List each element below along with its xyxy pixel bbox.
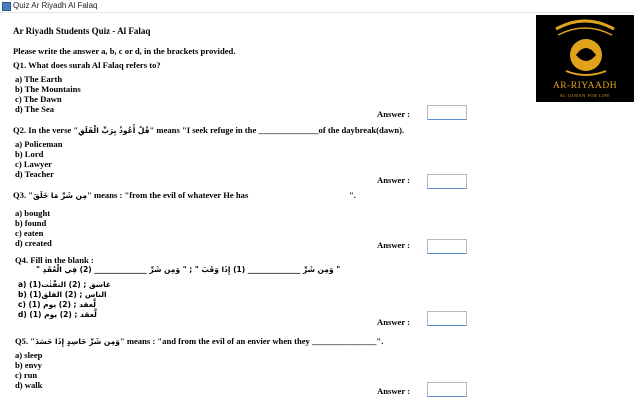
q3-text-end: ". [349, 190, 356, 200]
q2-option-d: d) Teacher [15, 169, 54, 179]
q5-text-post: " means : "and from the evil of an envier when they _______________". [119, 336, 384, 346]
q4-option-b: b) (1)الناس ; (2) الفلق [18, 290, 107, 299]
q4-option-d: d) (1) لَّعقد ; (2) يوم [18, 310, 97, 319]
q4-answer-label: Answer : [377, 317, 411, 327]
q1-answer-field[interactable] [427, 105, 467, 120]
q2-text-pre: Q2. In the verse " [13, 125, 79, 135]
q3-option-d: d) created [15, 238, 52, 248]
instructions: Please write the answer a, b, c or d, in the brackets provided. [13, 46, 236, 56]
q3-text [13, 190, 248, 201]
q5-option-c: c) run [15, 370, 38, 380]
q2-answer-label: Answer : [377, 175, 411, 185]
q5-text-pre: Q5. " [15, 336, 36, 346]
quiz-title: Ar Riyadh Students Quiz - Al Falaq [13, 26, 151, 36]
window-titlebar [0, 0, 634, 13]
logo-name: AR-RIYAADH [552, 81, 618, 91]
q3-option-c: c) eaten [15, 228, 44, 238]
q2-option-b: b) Lord [15, 149, 44, 159]
q5-arabic-verse: وَمِن شَرِّ حَاسِدٍ إِذَا حَسَدَ [35, 337, 120, 346]
q2-option-a: a) Policeman [15, 139, 63, 149]
q3-text-pre: Q3. " [13, 190, 34, 200]
q1-text: Q1. What does surah Al Falaq refers to? [13, 60, 161, 70]
q4-answer-field[interactable] [427, 311, 467, 326]
q1-option-a: a) The Earth [15, 74, 63, 84]
q3-option-b: b) found [15, 218, 47, 228]
q5-text [15, 336, 383, 347]
q2-arabic-verse: قُلْ أَعُوذُ بِرَبِّ الْفَلَقِ [78, 126, 150, 135]
q5-option-b: b) envy [15, 360, 42, 370]
q4-fill-line: " وَمِن شَرِّ ______________ (1) إِذَا وَقَبَ " ; " وَمِن شَرِّ ______________ (2) فِي الْعُقَدِ " [36, 265, 341, 274]
q3-text-post: " means : "from the evil of whatever He has [87, 190, 249, 200]
q5-answer-field[interactable] [427, 382, 467, 397]
q4-option-a: a) (1)غاسق ; (2) النفّٰثٰت [18, 280, 112, 289]
window-title: Quiz Ar Riyadh Al Falaq [13, 1, 98, 10]
q2-answer-field[interactable] [427, 174, 467, 189]
q2-option-c: c) Lawyer [15, 159, 52, 169]
q2-text [13, 125, 404, 136]
q4-option-c: c) (1) لَّعقد ; (2) يوم [18, 300, 96, 309]
q1-option-c: c) The Dawn [15, 94, 62, 104]
q1-option-d: d) The Sea [15, 104, 54, 114]
q2-text-post: " means "I seek refuge in the ______________of the daybreak(dawn). [149, 125, 405, 135]
q5-option-a: a) sleep [15, 350, 43, 360]
ar-riyaadh-logo [536, 15, 634, 102]
q3-option-a: a) bought [15, 208, 51, 218]
q5-option-d: d) walk [15, 380, 43, 390]
logo-tagline: AL QURAN FOR LIFE [559, 93, 611, 98]
q3-answer-field[interactable] [427, 239, 467, 254]
q4-text: Q4. Fill in the blank : [15, 255, 94, 265]
q3-answer-label: Answer : [377, 240, 411, 250]
q1-option-b: b) The Mountains [15, 84, 81, 94]
app-icon [2, 2, 11, 11]
q3-arabic-verse: مِن شَرِّ مَا خَلَقَ [33, 191, 88, 200]
logo-emblem-icon [536, 15, 634, 81]
q5-answer-label: Answer : [377, 386, 411, 396]
q1-answer-label: Answer : [377, 109, 411, 119]
